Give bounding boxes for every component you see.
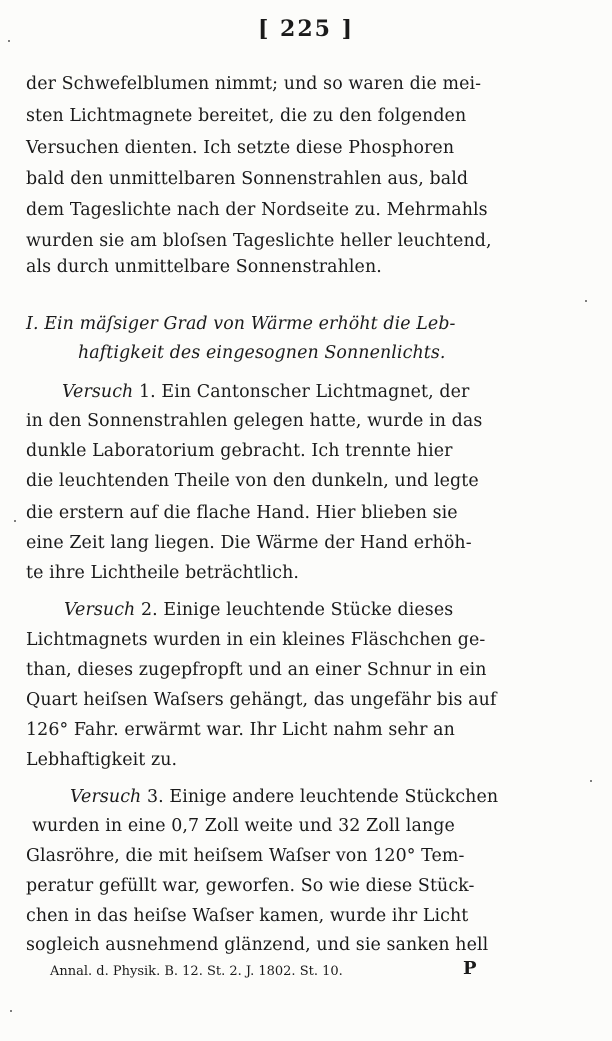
versuch-2-line: than, dieses zugepfropft und an einer Schnur in ein [26, 660, 487, 680]
versuch-2-first-line [64, 602, 453, 619]
versuch-1-line: eine Zeit lang liegen. Die Wärme der Hand erhöh- [26, 533, 472, 553]
versuch-1-line: dunkle Laboratorium gebracht. Ich trennte hier [26, 441, 453, 461]
scan-speck [10, 1010, 12, 1012]
versuch-3-line: peratur gefüllt war, geworfen. So wie diese Stück- [26, 876, 475, 896]
paragraph-1-line: Versuchen dienten. Ich setzte diese Phosphoren [26, 138, 455, 158]
paragraph-1-line: bald den unmittelbaren Sonnenstrahlen aus, bald [26, 169, 469, 189]
paragraph-1-line: dem Tageslichte nach der Nordseite zu. Mehrmahls [26, 200, 488, 220]
signature-mark: P [463, 958, 477, 979]
paragraph-1-line: wurden sie am bloſsen Tageslichte heller leuchtend, [26, 231, 492, 251]
versuch-1-first-line [62, 384, 469, 401]
versuch-1-line: in den Sonnenstrahlen gelegen hatte, wurde in das [26, 411, 483, 431]
versuch-1-line: die erstern auf die flache Hand. Hier blieben sie [26, 503, 458, 523]
versuch-1-number: 1. [138, 382, 156, 402]
versuch-2-label: Versuch [64, 600, 136, 620]
versuch-3-first-line [70, 789, 498, 806]
versuch-2-line: Lebhaftigkeit zu. [26, 750, 178, 770]
scan-speck [590, 780, 592, 782]
versuch-3-line: wurden in eine 0,7 Zoll weite und 32 Zoll lange [32, 816, 455, 836]
versuch-3-number: 3. [146, 787, 164, 807]
scan-speck [14, 520, 16, 522]
footer-citation: Annal. d. Physik. B. 12. St. 2. J. 1802. St. 10. [50, 964, 343, 979]
versuch-3-line: sogleich ausnehmend glänzend, und sie sanken hell [26, 935, 489, 955]
scan-speck [585, 300, 587, 302]
paragraph-1-line: als durch unmittelbare Sonnenstrahlen. [26, 257, 382, 277]
versuch-1-line: te ihre Lichtheile beträchtlich. [26, 563, 299, 583]
versuch-2-text: Einige leuchtende Stücke dieses [163, 600, 454, 620]
versuch-3-text: Einige andere leuchtende Stückchen [169, 787, 499, 807]
versuch-1-text: Ein Cantonscher Lichtmagnet, der [161, 382, 470, 402]
page-number-header: [ 225 ] [257, 16, 355, 42]
versuch-2-line: Quart heiſsen Waſsers gehängt, das ungefähr bis auf [26, 690, 497, 710]
paragraph-1-line: sten Lichtmagnete bereitet, die zu den folgenden [26, 106, 467, 126]
versuch-2-line: 126° Fahr. erwärmt war. Ihr Licht nahm sehr an [26, 720, 455, 740]
versuch-1-label: Versuch [62, 382, 134, 402]
versuch-3-label: Versuch [70, 787, 142, 807]
scan-speck [8, 40, 10, 42]
versuch-2-line: Lichtmagnets wurden in ein kleines Fläschchen ge- [26, 630, 486, 650]
versuch-3-line: Glasröhre, die mit heiſsem Waſser von 120° Tem- [26, 846, 465, 866]
section-heading-line: I. Ein mäſsiger Grad von Wärme erhöht die Leb- [26, 314, 456, 334]
section-heading-line: haftigkeit des eingesognen Sonnenlichts. [78, 343, 446, 363]
versuch-2-number: 2. [140, 600, 158, 620]
paragraph-1-line: der Schwefelblumen nimmt; und so waren die mei- [26, 74, 482, 94]
versuch-3-line: chen in das heiſse Waſser kamen, wurde ihr Licht [26, 906, 469, 926]
versuch-1-line: die leuchtenden Theile von den dunkeln, und legte [26, 471, 479, 491]
